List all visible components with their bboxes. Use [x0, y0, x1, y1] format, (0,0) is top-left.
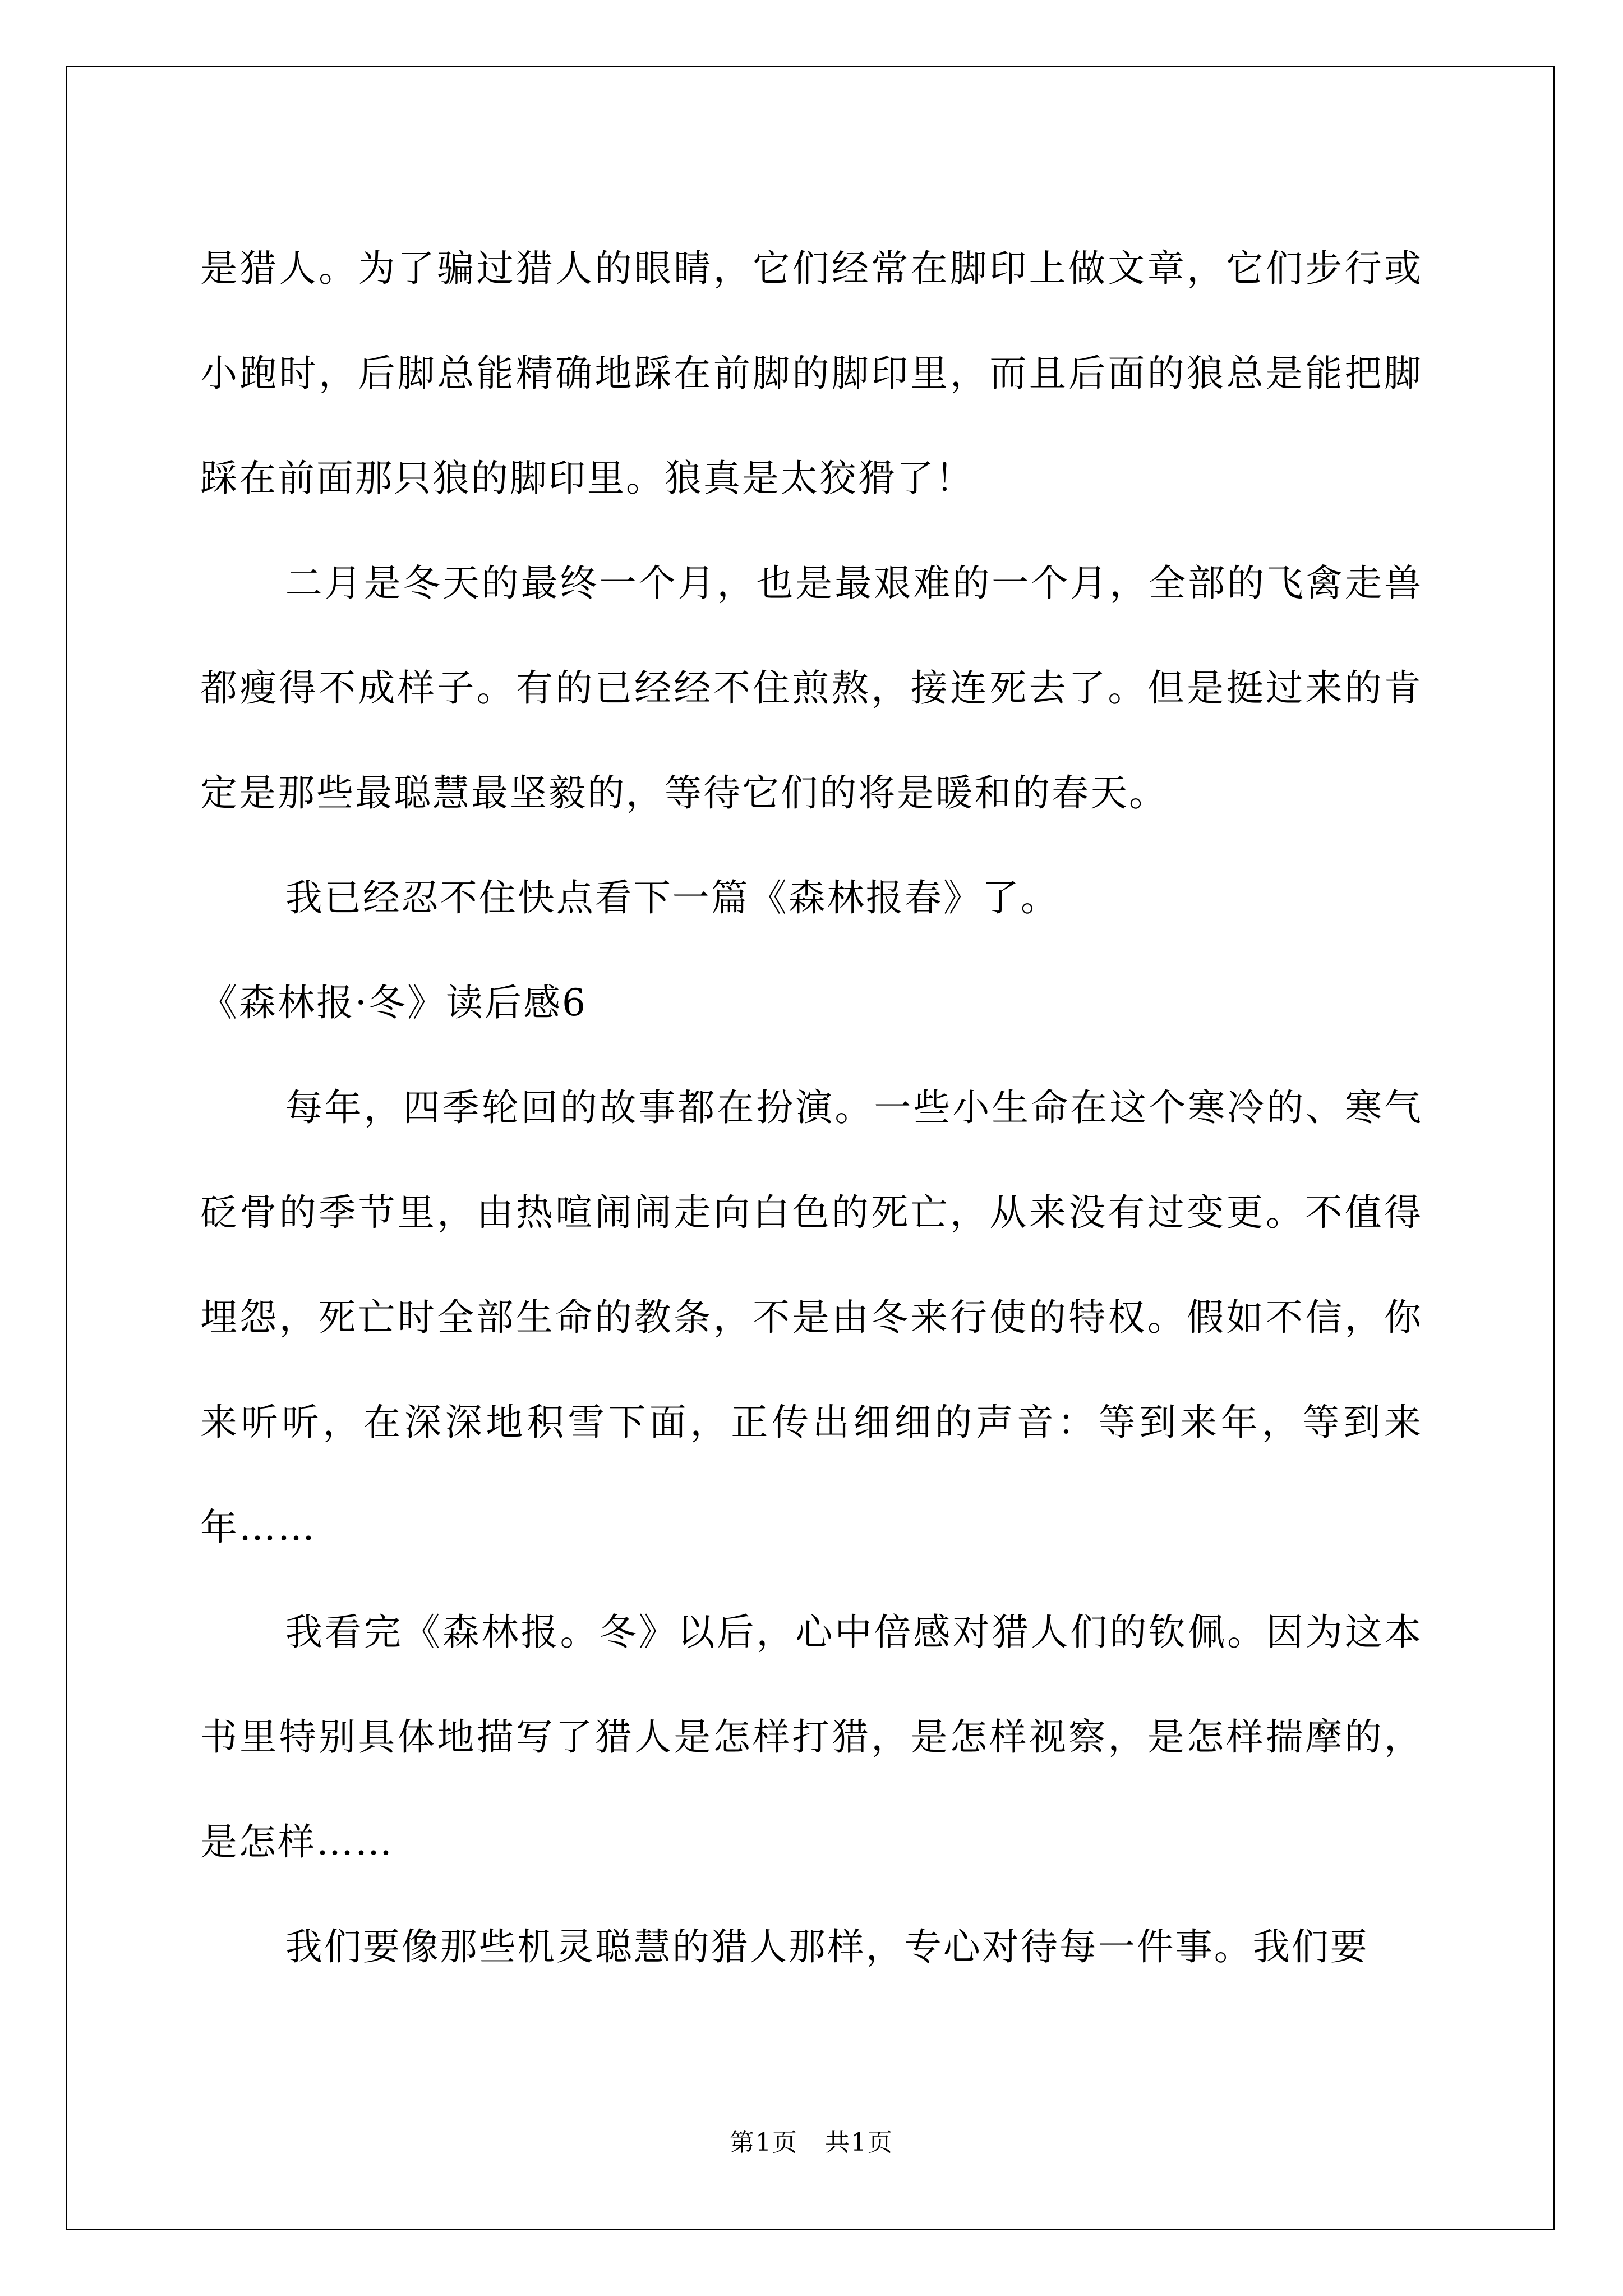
paragraph-1: 是猎人。为了骗过猎人的眼睛，它们经常在脚印上做文章，它们步行或小跑时，后脚总能精确地踩在前脚的脚印里，而且后面的狼总是能把脚踩在前面那只狼的脚印里。狼真是太狡猾了！ [200, 247, 1423, 500]
page-footer [0, 2126, 1623, 2160]
section-heading: 《森林报·冬》读后感6 [200, 981, 587, 1024]
paragraph-3: 我已经忍不住快点看下一篇《森林报春》了。 [285, 876, 1059, 919]
page-total: 共1页 [824, 2128, 893, 2157]
paragraph-5: 我看完《森林报。冬》以后，心中倍感对猎人们的钦佩。因为这本书里特别具体地描写了猎人是怎样打猎，是怎样视察，是怎样揣摩的，是怎样…… [200, 1611, 1423, 1864]
document-body [200, 216, 1423, 1999]
page-number: 第1页 [730, 2128, 799, 2157]
paragraph-4: 每年，四季轮回的故事都在扮演。一些小生命在这个寒冷的、寒气砭骨的季节里，由热喧闹闹走向白色的死亡，从来没有过变更。不值得埋怨，死亡时全部生命的教条，不是由冬来行使的特权。假如不信，你来听听，在深深地积雪下面，正传出细细的声音：等到来年，等到来年…… [200, 1086, 1423, 1549]
paragraph-6: 我们要像那些机灵聪慧的猎人那样，专心对待每一件事。我们要 [285, 1925, 1369, 1968]
paragraph-2: 二月是冬天的最终一个月，也是最艰难的一个月，全部的飞禽走兽都瘦得不成样子。有的已经经不住煎熬，接连死去了。但是挺过来的肯定是那些最聪慧最坚毅的，等待它们的将是暖和的春天。 [200, 562, 1423, 815]
